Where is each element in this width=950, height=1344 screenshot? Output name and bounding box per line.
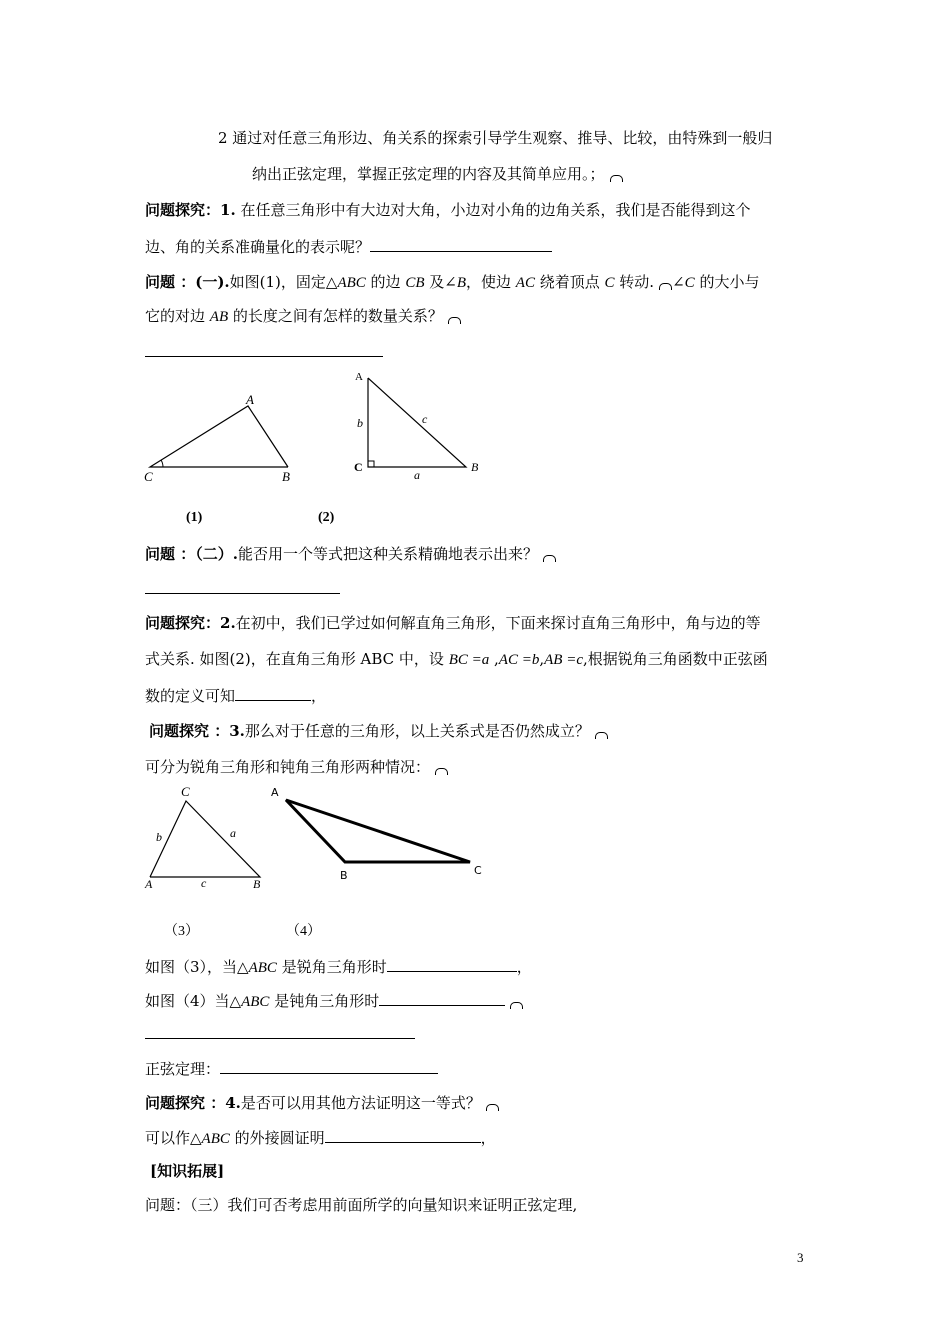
question-a-line-2: 它的对边 AB 的长度之间有怎样的数量关系？: [145, 306, 461, 327]
fig2-label-A: A: [355, 371, 363, 383]
circumcircle-line: 可以作△ABC 的外接圆证明 ，: [145, 1129, 496, 1147]
fig4-label-B: B: [340, 869, 348, 882]
fig2-label-C: C: [354, 460, 363, 474]
fig2-edges: [368, 378, 466, 467]
question-2-line-2: 式关系. 如图(2)，在直角三角形 ABC 中，设 BC =a ,AC =b,AB =c,根据锐角三角函数中正弦函: [145, 650, 768, 668]
extension-heading: [知识拓展]: [150, 1162, 225, 1180]
question-2-line-3: 数的定义可知 ，: [145, 687, 327, 705]
acute-case-line: 如图（3），当△ABC 是锐角三角形时 ，: [145, 958, 532, 976]
fig1-label-C: C: [144, 469, 153, 484]
fig2-right-angle-mark: [368, 461, 374, 467]
sine-law-line: 正弦定理：: [145, 1058, 438, 1079]
fig2-label-a: a: [414, 468, 420, 482]
answer-blank[interactable]: [220, 1058, 438, 1074]
fig3-label-a: a: [230, 826, 236, 840]
fig1-angle-arc: [161, 460, 163, 467]
answer-blank[interactable]: [235, 685, 311, 701]
anchor-mark-icon: [543, 555, 556, 562]
fig1-label-B: B: [282, 469, 290, 484]
extension-question-line: 问题：（三）我们可否考虑用前面所学的向量知识来证明正弦定理,: [145, 1196, 578, 1214]
intro-line-1: 2 通过对任意三角形边、角关系的探索引导学生观察、推导、比较，由特殊到一般归: [218, 129, 773, 147]
fig4-edges: [286, 800, 470, 862]
anchor-mark-icon: [435, 768, 448, 775]
fig3-label-B: B: [253, 877, 261, 891]
fig4-label-A: A: [271, 786, 279, 799]
intro-line-2: 纳出正弦定理，掌握正弦定理的内容及其简单应用。；: [252, 164, 623, 184]
fig3-label-b: b: [156, 830, 162, 844]
anchor-mark-icon: [510, 1002, 523, 1009]
question-b-line: 问题 ：（二）.能否用一个等式把这种关系精确地表示出来？: [145, 544, 556, 564]
fig4-caption: （4）: [286, 924, 321, 939]
answer-line[interactable]: [145, 1038, 415, 1039]
fig2-label-c: c: [422, 412, 428, 426]
fig3-label-C: C: [181, 784, 190, 799]
question-3-line: 问题探究 ：3.那么对于任意的三角形，以上关系式是否仍然成立？: [149, 721, 608, 741]
answer-blank[interactable]: [325, 1127, 481, 1143]
page-number: 3: [797, 1250, 804, 1265]
fig3-label-c: c: [201, 876, 207, 890]
fig1-caption: (1): [186, 510, 203, 525]
answer-blank[interactable]: [379, 990, 505, 1006]
fig1-label-A: A: [246, 392, 254, 407]
fig3-edges: [150, 801, 260, 877]
fig2-caption: (2): [318, 510, 335, 525]
question-a-line-1: 问题 ：(一).如图(1)，固定△ABC 的边 CB 及∠B，使边 AC 绕着顶点 C 转动. ∠C 的大小与: [145, 273, 760, 291]
fig3-label-A: A: [145, 877, 153, 891]
obtuse-case-line: 如图（4）当△ABC 是钝角三角形时: [145, 990, 523, 1012]
answer-line[interactable]: [145, 593, 340, 594]
fig2-label-b: b: [357, 416, 363, 430]
anchor-mark-icon: [486, 1104, 499, 1111]
question-2-line-1: 问题探究：2.在初中，我们已学过如何解直角三角形，下面来探讨直角三角形中，角与边的等: [145, 614, 761, 632]
cases-line: 可分为锐角三角形和钝角三角形两种情况：: [145, 757, 448, 777]
fig3-caption: （3）: [164, 924, 199, 939]
question-1-line-1: 问题探究：1. 在任意三角形中有大边对大角，小边对小角的边角关系，我们是否能得到这个: [145, 201, 751, 219]
question-4-line: 问题探究 ：4.是否可以用其他方法证明这一等式？: [145, 1093, 499, 1113]
fig1-edges: [150, 406, 288, 467]
question-1-line-2: 边、角的关系准确量化的表示呢？: [145, 236, 552, 257]
anchor-mark-icon: [595, 732, 608, 739]
fig2-label-B: B: [471, 460, 479, 474]
fig4-label-C: C: [474, 864, 482, 877]
answer-blank[interactable]: [387, 956, 517, 972]
